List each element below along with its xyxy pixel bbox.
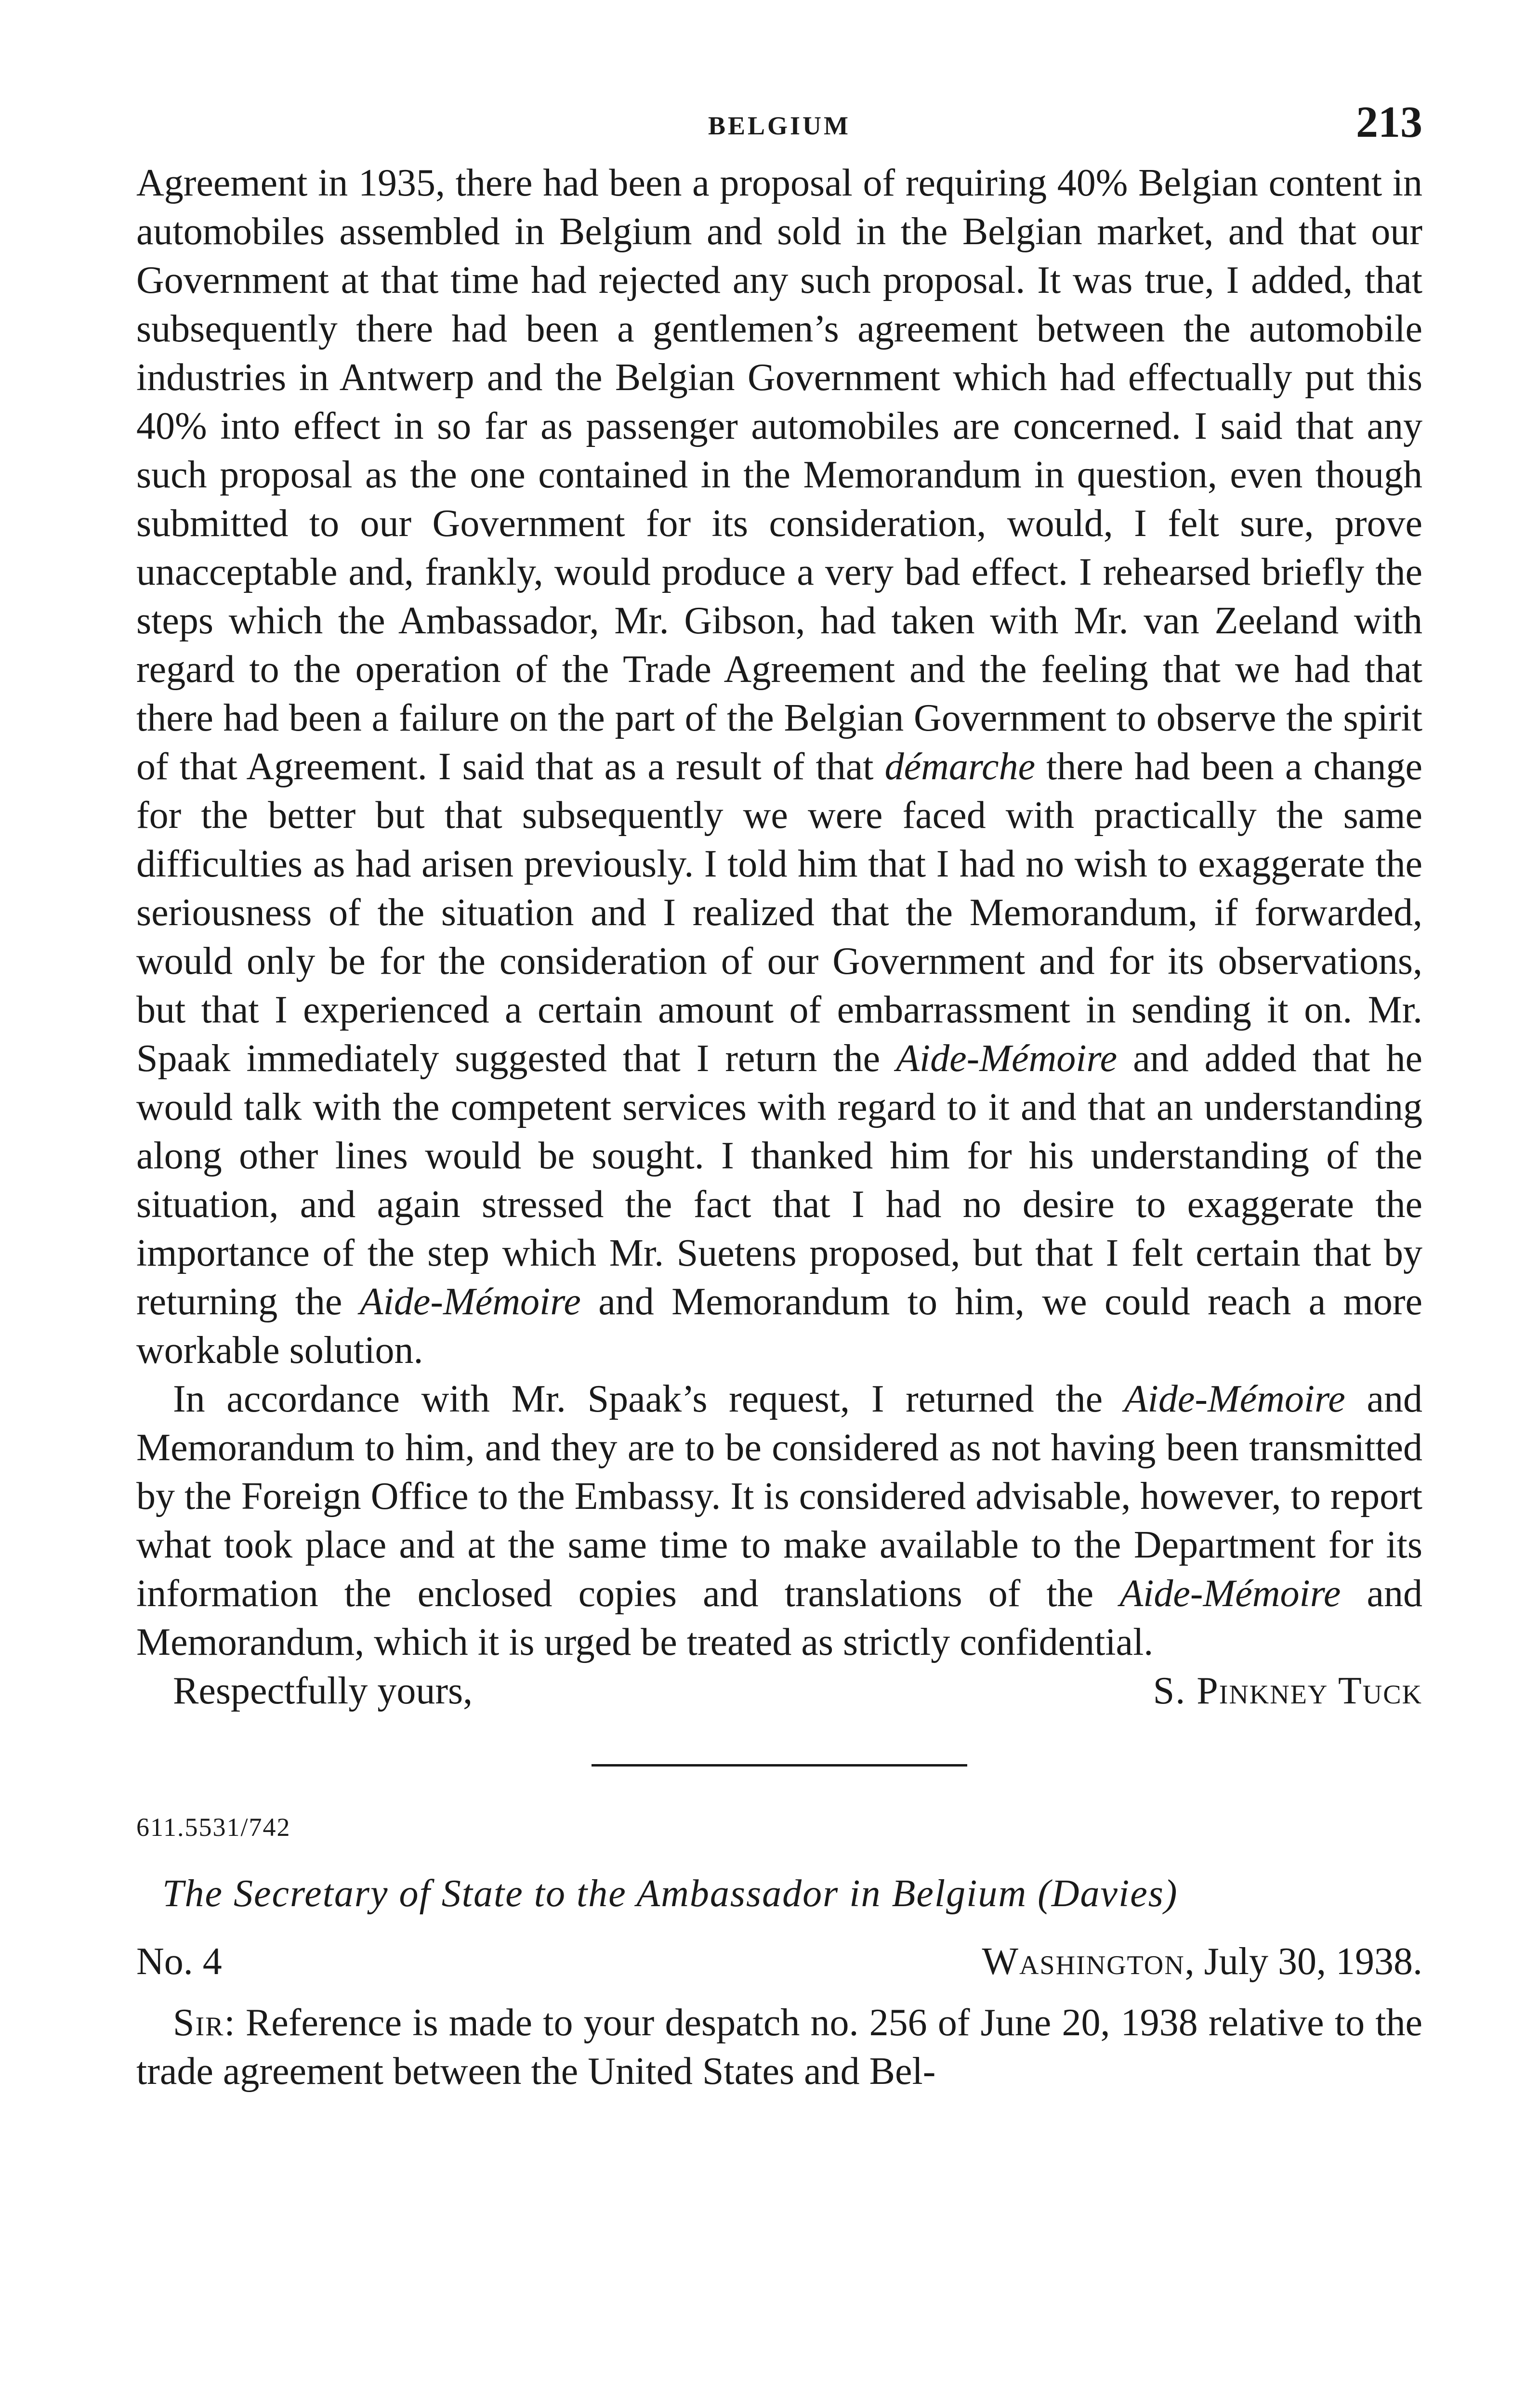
text-segment: and Memorandum to him, and they are to be considered as not having been transmitted by the Foreign Office to the Embassy. It is considered advisable, however, to report what took place and at the same time to make available to the Department for its information the enclosed copies and translations of the: [136, 1378, 1422, 1615]
italic-term: Aide-Mémoire: [896, 1037, 1118, 1080]
place-date: Washington, July 30, 1938.: [982, 1940, 1422, 1983]
salutation: Sir: [173, 2002, 224, 2044]
section-divider: [592, 1764, 967, 1767]
document-page: [136, 96, 1422, 2096]
text-segment: In accordance with Mr. Spaak’s request, I returned the: [173, 1378, 1124, 1420]
text-segment: and Memorandum, which it is urged be treated as strictly confidential.: [136, 1572, 1422, 1663]
signature: S. Pinkney Tuck: [1153, 1670, 1422, 1712]
dateline: [136, 1940, 1422, 1993]
italic-term: Aide-Mémoire: [359, 1281, 581, 1323]
paragraph-accordance: [136, 1375, 1422, 1667]
paragraph-continued: [136, 159, 1422, 1375]
italic-term: démarche: [884, 746, 1036, 788]
letter-opening: [136, 1999, 1422, 2096]
closing: Respectfully yours,: [173, 1670, 473, 1712]
text-segment: and Memorandum to him, we could reach a more workable solution.: [136, 1281, 1422, 1372]
text-segment: there had been a change for the better but that subsequently we were faced with practically the same difficulties as had arisen previously. I told him that I had no wish to exaggerate the seriousness of the situation and I realized that the Memorandum, if forwarded, would only be for the consideration of our Government and for its observations, but that I experienced a certain amount of embarrassment in sending it on. Mr. Spaak immediately suggested that I return the: [136, 746, 1423, 1080]
running-head: [136, 96, 1422, 159]
place: Washington: [982, 1940, 1185, 1983]
text-segment: and added that he would talk with the competent services with regard to it and that an understanding along other lines would be sought. I thanked him for his understanding of the situation, and again stressed the fact that I had no desire to exaggerate the importance of the step which Mr. Suetens proposed, but that I felt certain that by returning the: [136, 1037, 1423, 1323]
document-heading: The Secretary of State to the Ambassador in Belgium (Davies): [162, 1872, 1178, 1915]
italic-term: Aide-Mémoire: [1124, 1378, 1345, 1420]
file-number: 611.5531/742: [136, 1813, 291, 1842]
running-title: BELGIUM: [708, 111, 851, 140]
date: July 30, 1938.: [1204, 1940, 1422, 1983]
body-text: [136, 159, 1422, 1667]
page-number: 213: [1356, 97, 1422, 146]
letter-body-text: : Reference is made to your despatch no. 256 of June 20, 1938 relative to the trade agreement between the United States and Bel-: [136, 2002, 1422, 2093]
signoff: [136, 1667, 1422, 1716]
document-number: No. 4: [136, 1940, 222, 1983]
italic-term: Aide-Mémoire: [1119, 1572, 1341, 1615]
text-segment: Agreement in 1935, there had been a proposal of requiring 40% Belgian content in automobiles assembled in Belgium and sold in the Belgian market, and that our Government at that time had rejected any such proposal. It was true, I added, that subsequently there had been a gentlemen’s agreement between the automobile industries in Antwerp and the Belgian Government which had effectually put this 40% into effect in so far as passenger automobiles are concerned. I said that any such proposal as the one contained in the Memorandum in question, even though submitted to our Government for its consideration, would, I felt sure, prove unacceptable and, frankly, would produce a very bad effect. I rehearsed briefly the steps which the Ambassador, Mr. Gibson, had taken with Mr. van Zeeland with regard to the operation of the Trade Agreement and the feeling that we had that there had been a failure on the part of the Belgian Government to observe the spirit of that Agreement. I said that as a result of that: [136, 162, 1422, 788]
